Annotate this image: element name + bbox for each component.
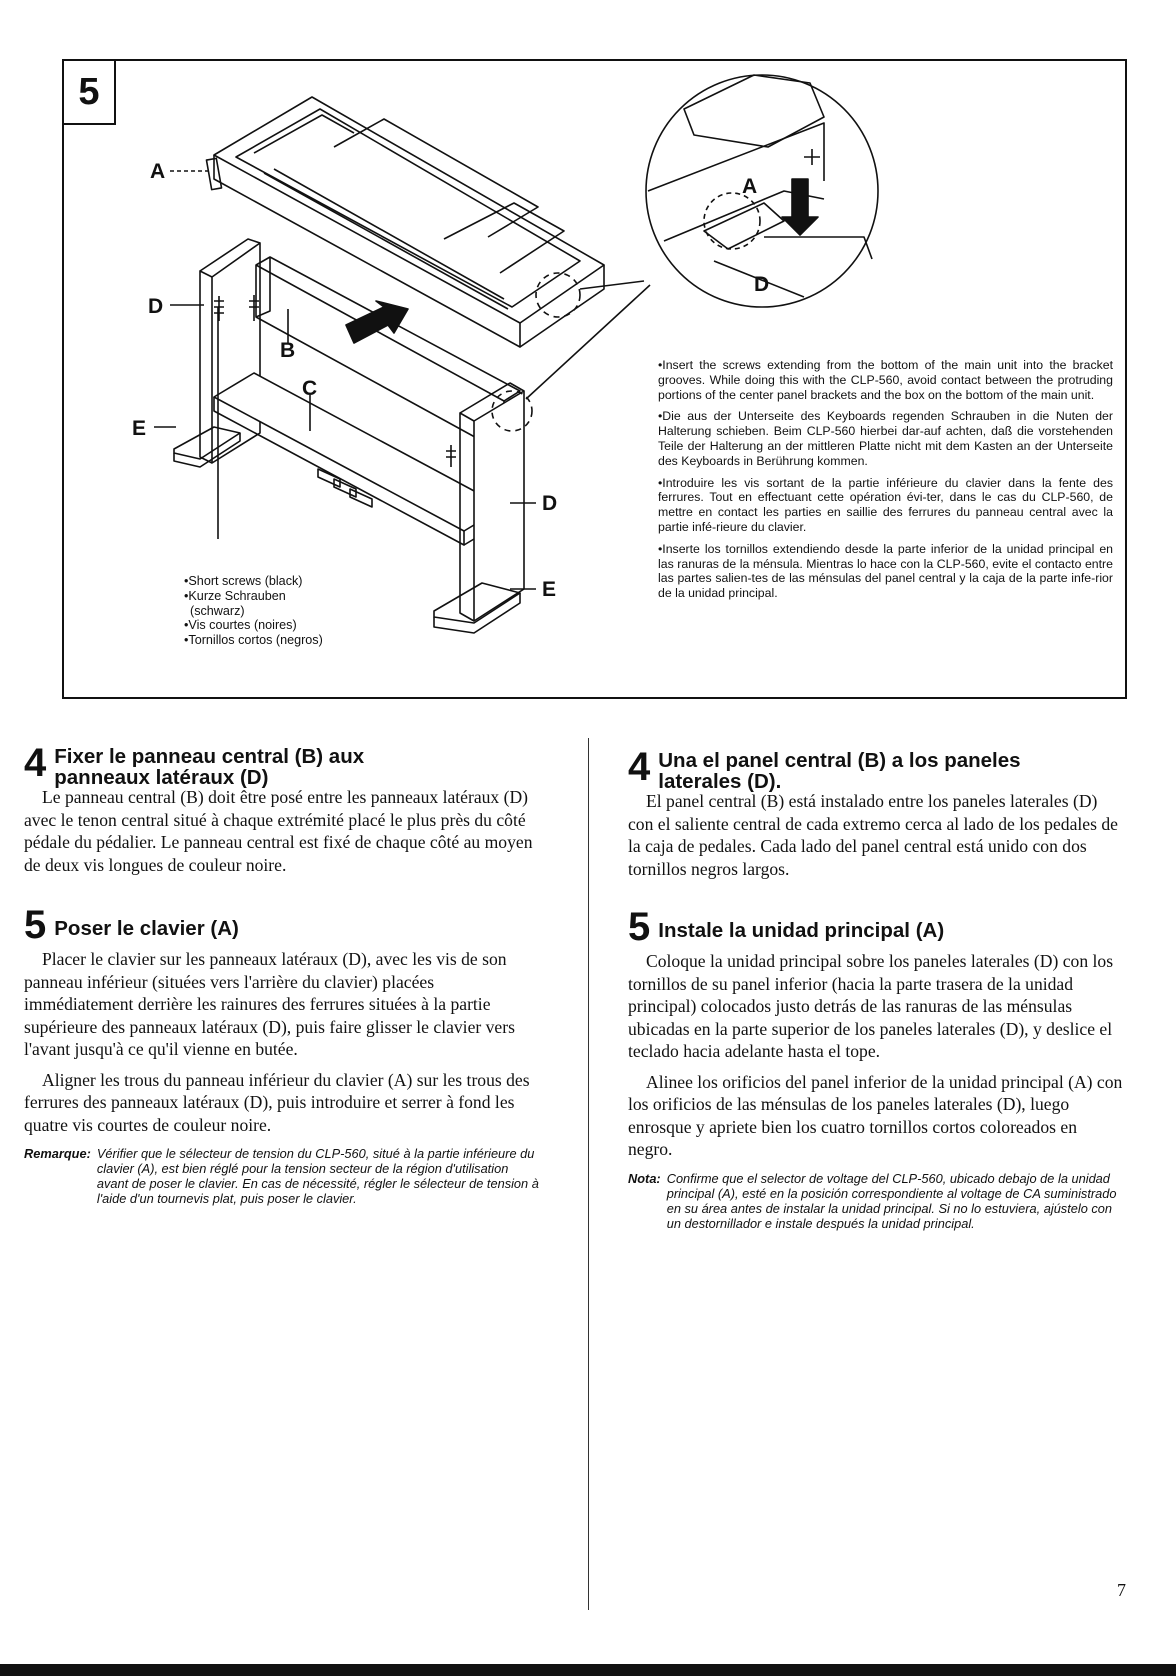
caption-french: •Introduire les vis sortant de la partie inférieure du clavier dans la fente des ferrures. Tout en effectuant cette opération évi-ter, dans le cas du CLP-560, de mettre en contact les parties en saillie des ferrures du panneau central avec la partie infé-rieure du clavier.	[658, 475, 1113, 534]
fr-step5-heading	[24, 903, 540, 947]
es-step5-body2: Alinee los orificios del panel inferior de la unidad principal (A) con los orificios de las ménsulas de los paneles laterales (D), luego enrosque y apriete bien los cuatro tornillos cortos coloreados en negro.	[628, 1071, 1123, 1159]
fr-note-label: Remarque:	[24, 1146, 91, 1161]
caption-german: •Die aus der Unterseite des Keyboards regenden Schrauben in die Nuten der Halterung schieben. Beim CLP-560 hierbei dar-auf achten, daß die vorstehenden Teile der Halterung an der mittleren Platte nicht mit dem Kasten an der Unterseite des Keyboards in Berührung kommen.	[658, 409, 1113, 468]
figure-step-number: 5	[64, 61, 116, 125]
spanish-column	[628, 745, 1124, 1231]
fr-step4-title-line2: panneaux latéraux (D)	[54, 766, 269, 789]
left-side-panel-drawing	[174, 239, 260, 467]
screws-caption-line: (schwarz)	[190, 603, 245, 618]
es-step5-title: Instale la unidad principal (A)	[658, 919, 945, 942]
es-step4-heading	[628, 745, 1124, 793]
screws-caption-line: •Vis courtes (noires)	[184, 618, 297, 633]
label-C: C	[302, 377, 318, 400]
fr-step5-number: 5	[24, 903, 47, 947]
label-A-main: A	[150, 160, 166, 183]
label-D-right: D	[542, 492, 558, 515]
label-E-right: E	[542, 578, 557, 601]
es-step4-body: El panel central (B) está instalado entre los paneles laterales (D) con el saliente central de cada extremo cerca al lado de los pedales de la caja de pedales. Cada lado del panel central está unido con dos tornillos negros largos.	[628, 791, 1118, 879]
es-note-text: Confirme que el selector de voltage del CLP-560, ubicado debajo de la unidad principal (A), esté en la posición correspondiente al voltage de CA suministrado en su área antes de instalar la unidad principal. Si no lo estuviera, ajústelo con un destornillador e instale después la unidad principal.	[666, 1170, 1117, 1231]
fr-step5-body2: Aligner les trous du panneau inférieur du clavier (A) sur les trous des ferrures des panneaux latéraux (D), puis introduire et serrer à fond les quatre vis courtes de couleur noire.	[24, 1069, 530, 1135]
bottom-rule	[0, 1664, 1176, 1676]
label-B: B	[280, 339, 296, 362]
fr-step4-number: 4	[24, 741, 47, 785]
fr-step5-body1: Placer le clavier sur les panneaux latéraux (D), avec les vis de son panneau inférieur (situées vers l'arrière du clavier) placées immédiatement derrière les rainures des ferrures situées à la partie supérieure des panneaux latéraux (D), puis faire glisser le clavier vers l'avant jusqu'à ce qu'il vienne en butée.	[24, 949, 515, 1059]
screws-caption	[184, 574, 384, 648]
fr-step4-body: Le panneau central (B) doit être posé entre les panneaux latéraux (D) avec le tenon central situé à chaque extrémité placé le plus près du côté pédale du pédalier. Le panneau central est fixé de chaque côté au moyen de deux vis longues de couleur noire.	[24, 787, 533, 875]
caption-spanish: •Inserte los tornillos extendiendo desde la parte inferior de la unidad principal en las ranuras de la ménsula. Mientras lo hace con la CLP-560, evite el contacto entre las partes salien-tes de las ménsulas del panel central y la caja de la parte infe-rior de la unidad principal.	[658, 541, 1113, 601]
screws-caption-line: •Short screws (black)	[184, 574, 303, 588]
screws-caption-line: •Kurze Schrauben	[184, 588, 286, 603]
fr-step4-heading	[24, 741, 540, 789]
french-column	[24, 741, 540, 1206]
fr-note-text: Vérifier que le sélecteur de tension du CLP-560, situé à la partie inférieure du clavier (A), est bien réglé pour la tension secteur de la région d'utilisation avant de poser le clavier. En cas de nécessité, régler le sélecteur de tension à l'aide d'un tournevis plat, puis poser le clavier.	[96, 1146, 539, 1206]
page-number: 7	[1117, 1580, 1126, 1600]
fr-step5-title: Poser le clavier (A)	[54, 917, 239, 940]
label-D-detail: D	[754, 273, 770, 296]
es-step5-body1: Coloque la unidad principal sobre los paneles laterales (D) con los tornillos de su panel inferior (hacia la parte trasera de la unidad principal) colocados justo detrás de las ranuras de las ménsulas ubicadas en la parte superior de los paneles laterales (D), y deslice el teclado hacia adelante hasta el tope.	[628, 951, 1114, 1061]
figure-captions	[658, 358, 1113, 608]
label-A-detail: A	[742, 175, 758, 198]
es-step5-heading	[628, 905, 1124, 949]
es-step5-number: 5	[628, 905, 651, 949]
es-note-label: Nota:	[628, 1170, 661, 1186]
fr-step4-title-line1: Fixer le panneau central (B) aux	[54, 745, 365, 768]
caption-english: •Insert the screws extending from the bottom of the main unit into the bracket grooves. While doing this with the CLP-560, avoid contact between the protruding portions of the center panel brackets and the box on the bottom of the main unit.	[658, 358, 1113, 402]
column-divider	[588, 738, 589, 1610]
es-note	[628, 1171, 1124, 1231]
es-step4-number: 4	[628, 745, 651, 789]
label-E-left: E	[132, 417, 147, 440]
screws-caption-line: •Tornillos cortos (negros)	[184, 633, 323, 648]
fr-note	[24, 1146, 540, 1206]
label-D-left: D	[148, 295, 164, 318]
es-step4-title-line2: laterales (D).	[658, 770, 782, 793]
es-step4-title-line1: Una el panel central (B) a los paneles	[658, 749, 1021, 772]
